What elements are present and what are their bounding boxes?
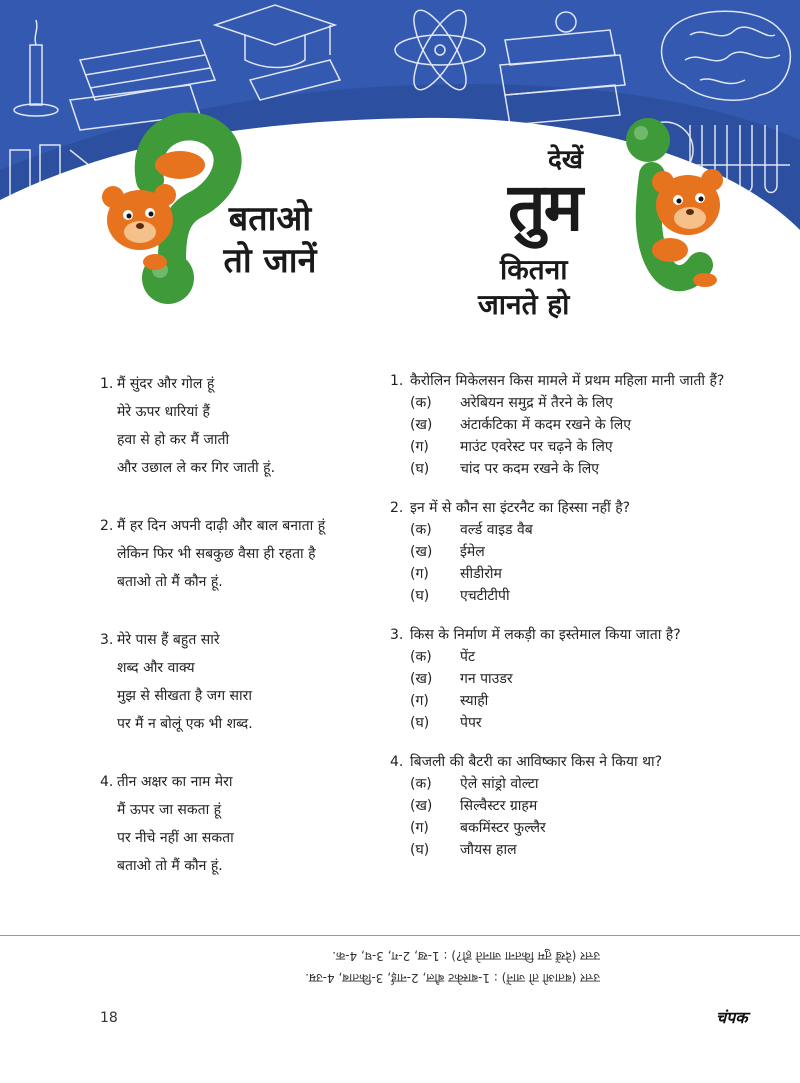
- riddles-column: [100, 370, 390, 910]
- left-title-line2: तो जानें: [223, 241, 317, 281]
- riddle: [100, 512, 390, 596]
- right-title-line3: जानते हो: [478, 288, 570, 321]
- page-number: 18: [100, 1010, 118, 1026]
- option: [390, 458, 790, 480]
- option-text: सिल्वैस्टर ग्राहम: [460, 798, 538, 814]
- brand-logo: चंपक: [716, 1008, 748, 1027]
- option: [390, 712, 790, 734]
- option-label: (ग): [410, 693, 429, 709]
- riddle-line: मेरे ऊपर धारियां हैं: [117, 404, 210, 420]
- riddle-line: मुझ से सीखता है जग सारा: [117, 688, 252, 704]
- option-text: एचटीटीपी: [460, 588, 510, 604]
- riddle-line: हवा से हो कर मैं जाती: [117, 432, 230, 448]
- riddle: [100, 768, 390, 880]
- answer-line-riddles: उत्तर (बताओ तो जानें) : 1-बास्केट बौल, 2-नाई, 3-किताब, 4-उम्र.: [305, 971, 600, 985]
- riddle-number: 2.: [100, 518, 114, 534]
- option: [390, 668, 790, 690]
- option: [390, 817, 790, 839]
- option-text: माउंट एवरेस्ट पर चढ़ने के लिए: [460, 439, 613, 455]
- option-text: बकमिंस्टर फुल्लैर: [460, 820, 546, 836]
- answer-line-quiz: उत्तर (देखें तुम कितना जानते हो?) : 1-ख, 2-ग, 3-घ, 4-क.: [332, 949, 600, 963]
- riddle-line: शब्द और वाक्य: [117, 660, 195, 676]
- riddle: [100, 626, 390, 738]
- answer-key: [100, 945, 600, 989]
- option-text: अंटार्कटिका में कदम रखने के लिए: [460, 417, 631, 433]
- question-number: 3.: [390, 627, 404, 643]
- option-text: ऐले सांड्रो वोल्टा: [460, 776, 539, 792]
- quiz-question: [390, 497, 790, 607]
- riddle-line: बताओ तो मैं कौन हूं.: [117, 858, 223, 874]
- option: [390, 839, 790, 861]
- riddle-number: 1.: [100, 376, 114, 392]
- right-title-line2: कितना: [500, 253, 568, 286]
- option-label: (ख): [410, 544, 433, 560]
- quiz-question: [390, 751, 790, 861]
- quiz-question: [390, 370, 790, 480]
- riddle-line: मैं हर दिन अपनी दाढ़ी और बाल बनाता हूं: [117, 518, 326, 534]
- option: [390, 414, 790, 436]
- question-text: इन में से कौन सा इंटरनैट का हिस्सा नहीं है?: [410, 500, 631, 516]
- riddle-line: तीन अक्षर का नाम मेरा: [117, 774, 233, 790]
- option-text: पेपर: [460, 715, 482, 731]
- riddle-number: 4.: [100, 774, 114, 790]
- option: [390, 795, 790, 817]
- option-label: (क): [410, 522, 432, 538]
- question-text: किस के निर्माण में लकड़ी का इस्तेमाल किया जाता है?: [410, 627, 681, 643]
- left-title: [205, 198, 335, 282]
- option-text: स्याही: [460, 693, 489, 709]
- option-label: (क): [410, 776, 432, 792]
- question-number: 2.: [390, 500, 404, 516]
- option-text: अरेबियन समुद्र में तैरने के लिए: [460, 395, 613, 411]
- left-title-line1: बताओ: [228, 199, 312, 239]
- riddle-line: बताओ तो मैं कौन हूं.: [117, 574, 223, 590]
- option: [390, 690, 790, 712]
- option-label: (ग): [410, 439, 429, 455]
- question-text: बिजली की बैटरी का आविष्कार किस ने किया था?: [410, 754, 663, 770]
- right-title-big: तुम: [508, 169, 582, 246]
- option-label: (ख): [410, 798, 433, 814]
- option: [390, 392, 790, 414]
- option-label: (घ): [410, 588, 430, 604]
- option-text: चांद पर कदम रखने के लिए: [460, 461, 599, 477]
- riddle-line: मैं ऊपर जा सकता हूं: [117, 802, 222, 818]
- riddle-line: पर मैं न बोलूं एक भी शब्द.: [117, 716, 253, 732]
- header-banner: [0, 0, 800, 330]
- option-text: पेंट: [460, 649, 476, 665]
- option-text: गन पाउडर: [460, 671, 513, 687]
- quiz-question: [390, 624, 790, 734]
- riddle: [100, 370, 390, 482]
- riddle-number: 3.: [100, 632, 114, 648]
- question-text: कैरोलिन मिकेलसन किस मामले में प्रथम महिला मानी जाती हैं?: [410, 373, 725, 389]
- option: [390, 519, 790, 541]
- option: [390, 563, 790, 585]
- option-label: (ग): [410, 820, 429, 836]
- option-label: (घ): [410, 461, 430, 477]
- riddle-line: पर नीचे नहीं आ सकता: [117, 830, 234, 846]
- option-text: सीडीरोम: [460, 566, 502, 582]
- option-label: (क): [410, 395, 432, 411]
- quiz-column: [390, 370, 790, 878]
- option-label: (क): [410, 649, 432, 665]
- option: [390, 585, 790, 607]
- option-label: (घ): [410, 842, 430, 858]
- option-label: (ख): [410, 417, 433, 433]
- riddle-line: मैं सुंदर और गोल हूं: [117, 376, 215, 392]
- question-number: 4.: [390, 754, 404, 770]
- option-label: (ग): [410, 566, 429, 582]
- option-label: (घ): [410, 715, 430, 731]
- riddle-line: मेरे पास हैं बहुत सारे: [117, 632, 220, 648]
- option-text: वर्ल्ड वाइड वैब: [460, 522, 533, 538]
- option: [390, 541, 790, 563]
- option-text: ईमेल: [460, 544, 485, 560]
- option-label: (ख): [410, 671, 433, 687]
- right-title-small: देखें: [548, 145, 584, 175]
- option: [390, 436, 790, 458]
- footer-divider: [0, 935, 800, 936]
- option-text: जौयस हाल: [460, 842, 517, 858]
- riddle-line: लेकिन फिर भी सबकुछ वैसा ही रहता है: [117, 546, 316, 562]
- option: [390, 773, 790, 795]
- question-number: 1.: [390, 373, 404, 389]
- option: [390, 646, 790, 668]
- riddle-line: और उछाल ले कर गिर जाती हूं.: [117, 460, 276, 476]
